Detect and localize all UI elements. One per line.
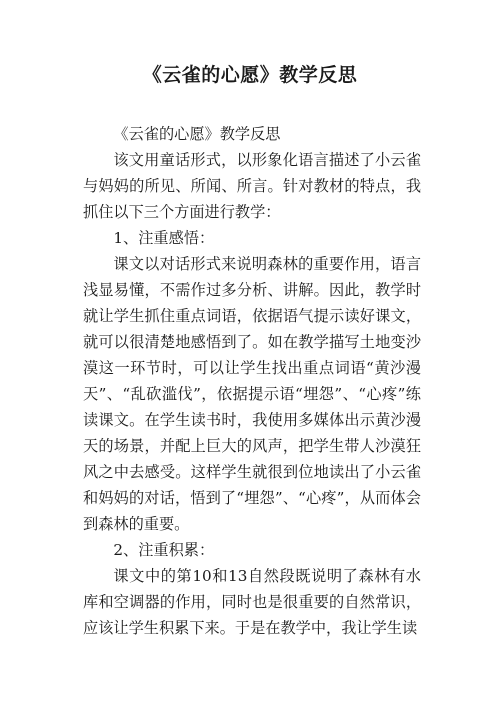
section-paragraph-2: 课文中的第10和13自然段既说明了森林有水库和空调器的作用，同时也是很重要的自然常识，应该让学生积累下来。于是在教学中，我让学生读 <box>83 567 421 637</box>
section-paragraph-1: 课文以对话形式来说明森林的重要作用，语言浅显易懂，不需作过多分析、讲解。因此，教学时就让学生抓住重点词语，依据语气提示读好课文，就可以很清楚地感悟到了。如在教学描写土地变沙漠这一环节时，可以让学生找出重点词语“黄沙漫天”、“乱砍滥伐”，依据提示语“埋怨”、“心疼”练读课文。在学生读书时，我使用多媒体出示黄沙漫天的场景，并配上巨大的风声，把学生带人沙漠狂风之中去感受。这样学生就很到位地读出了小云雀和妈妈的对话，悟到了“埋怨”、“心疼”，从而体会到森林的重要。 <box>83 255 421 533</box>
document-body <box>83 121 421 641</box>
intro-paragraph: 该文用童话形式，以形象化语言描述了小云雀与妈妈的所见、所闻、所言。针对教材的特点，我抓住以下三个方面进行教学： <box>83 151 421 221</box>
page-title: 《云雀的心愿》教学反思 <box>142 64 358 86</box>
subtitle-paragraph: 《云雀的心愿》教学反思 <box>113 125 281 143</box>
section-heading-1: 1、注重感悟： <box>113 229 215 247</box>
section-heading-2: 2、注重积累： <box>113 541 215 559</box>
